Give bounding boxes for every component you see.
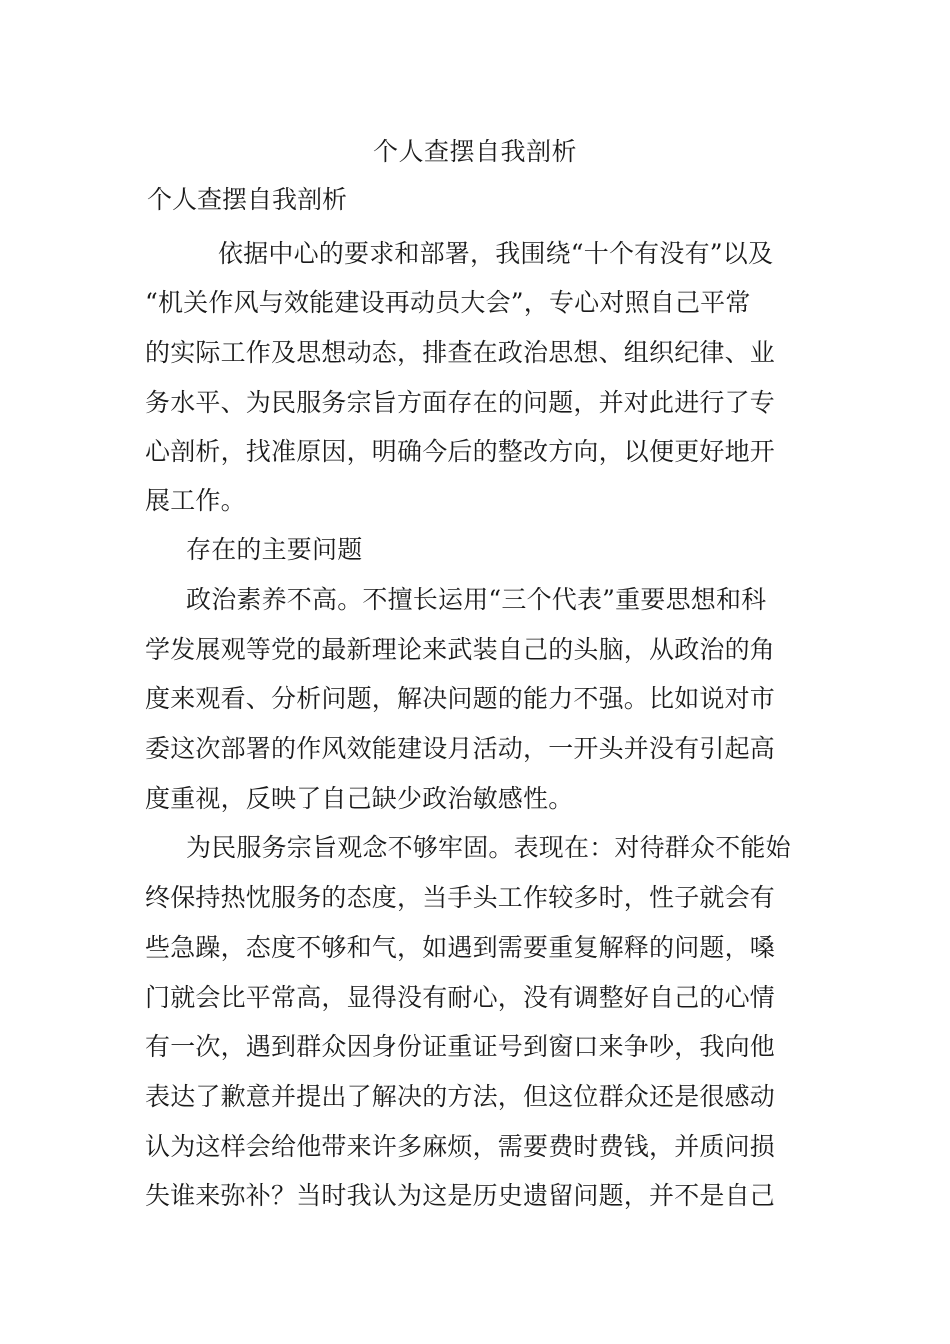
paragraph-line: 认为这样会给他带来许多麻烦，需要费时费钱，并质问损 (145, 1132, 776, 1161)
paragraph-line: 终保持热忱服务的态度，当手头工作较多时，性子就会有 (145, 883, 776, 912)
paragraph-line: 度来观看、分析问题，解决问题的能力不强。比如说对市 (145, 684, 776, 713)
paragraph-line: 心剖析，找准原因，明确今后的整改方向，以便更好地开 (145, 437, 776, 466)
paragraph-line: 有一次，遇到群众因身份证重证号到窗口来争吵，我向他 (145, 1032, 776, 1061)
paragraph-line: 政治素养不高。不擅长运用“三个代表”重要思想和科 (186, 585, 767, 614)
document-title: 个人查摆自我剖析 (372, 137, 577, 166)
paragraph-line: 学发展观等党的最新理论来武装自己的头脑，从政治的角 (145, 635, 776, 664)
paragraph-line: 门就会比平常高，显得没有耐心，没有调整好自己的心情 (145, 983, 776, 1012)
paragraph-line: 表达了歉意并提出了解决的方法，但这位群众还是很感动 (145, 1082, 776, 1111)
paragraph-line: 些急躁，态度不够和气，如遇到需要重复解释的问题，嗓 (145, 933, 776, 962)
paragraph-line: 依据中心的要求和部署，我围绕“十个有没有”以及 (218, 239, 774, 268)
paragraph-line: 务水平、为民服务宗旨方面存在的问题，并对此进行了专 (145, 388, 776, 417)
paragraph-line: 失谁来弥补？当时我认为这是历史遗留问题，并不是自己 (145, 1181, 776, 1210)
paragraph-line: 的实际工作及思想动态，排查在政治思想、组织纪律、业 (145, 338, 776, 367)
paragraph-line: “机关作风与效能建设再动员大会”，专心对照自己平常 (145, 288, 751, 317)
paragraph-line: 委这次部署的作风效能建设月活动，一开头并没有引起高 (145, 734, 776, 763)
document-subtitle: 个人查摆自我剖析 (147, 185, 348, 214)
paragraph-line: 为民服务宗旨观念不够牢固。表现在：对待群众不能始 (186, 833, 791, 862)
paragraph-line: 度重视，反映了自己缺少政治敏感性。 (145, 784, 574, 813)
paragraph-line: 展工作。 (145, 486, 246, 515)
section-heading: 存在的主要问题 (186, 535, 363, 564)
